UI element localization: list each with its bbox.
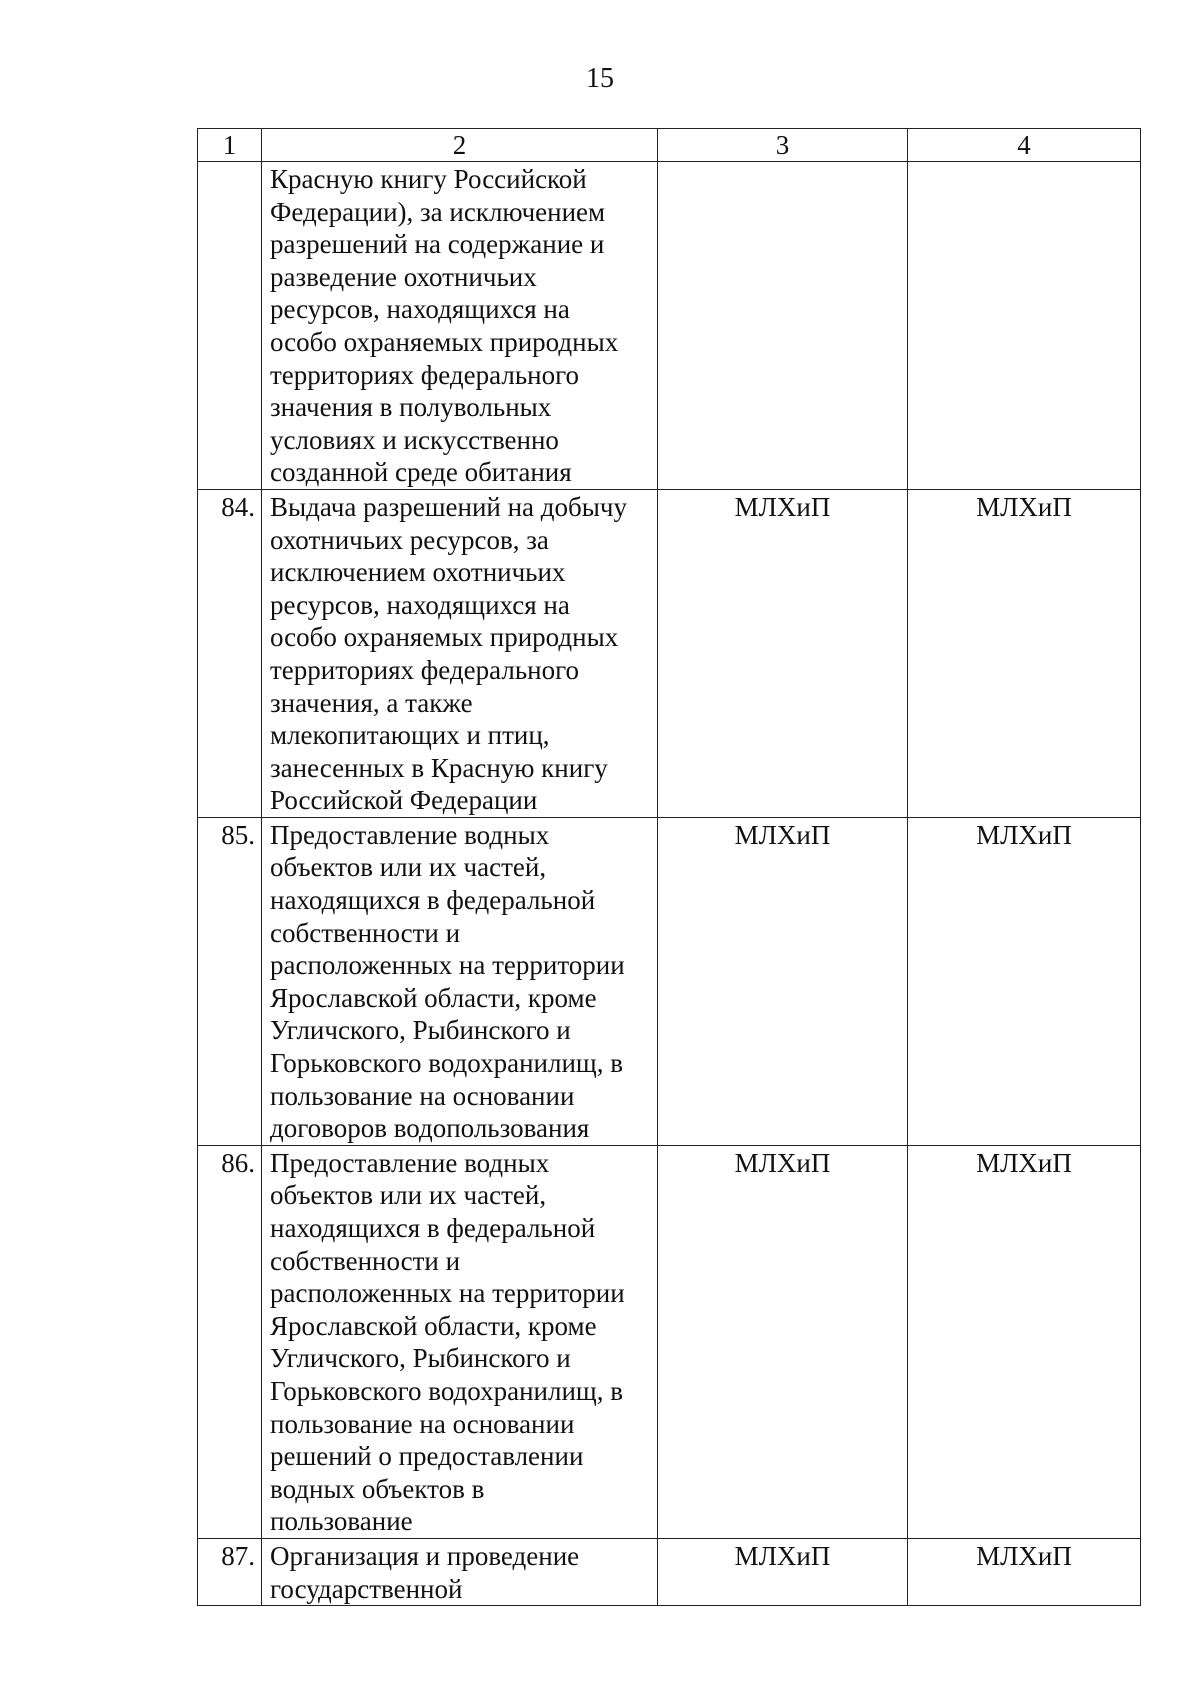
header-cell-4: 4 <box>908 129 1141 162</box>
description-line: водных объектов в <box>270 1473 485 1504</box>
row-description <box>262 1538 658 1605</box>
row-column-4: МЛХиП <box>908 489 1141 817</box>
description-line: Выдача разрешений на добычу <box>270 491 627 522</box>
description-line: значения, а также <box>270 687 473 718</box>
description-line: условиях и искусственно <box>270 424 559 455</box>
table-row <box>198 489 1141 817</box>
description-line: Организация и проведение <box>270 1540 580 1571</box>
description-line: территориях федерального <box>270 359 579 390</box>
row-number: 84. <box>198 489 262 817</box>
header-cell-2: 2 <box>262 129 658 162</box>
description-line: находящихся в федеральной <box>270 1213 596 1243</box>
table-row <box>198 817 1141 1145</box>
header-cell-1: 1 <box>198 129 262 162</box>
description-line: исключением охотничьих <box>270 557 566 588</box>
description-line: особо охраняемых природных <box>270 326 619 357</box>
description-line: Ярославской области, кроме <box>270 982 597 1013</box>
functions-table <box>197 128 1141 1606</box>
table-header-row <box>198 129 1141 162</box>
description-line: расположенных на территории <box>270 950 625 981</box>
description-line: млекопитающих и птиц, <box>270 720 550 751</box>
row-description <box>262 817 658 1145</box>
description-line: разрешений на содержание и <box>270 229 605 260</box>
row-description <box>262 489 658 817</box>
description-line: государственной <box>270 1573 463 1604</box>
description-line: Российской Федерации <box>270 785 538 816</box>
row-column-4 <box>908 162 1141 490</box>
row-number: 85. <box>198 817 262 1145</box>
description-line: ресурсов, находящихся на <box>270 294 570 325</box>
row-number: 87. <box>198 1538 262 1605</box>
row-column-4: МЛХиП <box>908 817 1141 1145</box>
description-line: разведение охотничьих <box>270 261 537 292</box>
description-line: решений о предоставлении <box>270 1441 584 1472</box>
description-line: пользование на основании <box>270 1080 575 1111</box>
description-line: Предоставление водных <box>270 819 550 850</box>
description-line: собственности и <box>270 917 461 948</box>
description-line: созданной среде обитания <box>270 457 572 488</box>
description-line: занесенных в Красную книгу <box>270 752 608 783</box>
description-line: Угличского, Рыбинского и <box>270 1343 571 1374</box>
description-line: территориях федерального <box>270 654 579 685</box>
page-number: 15 <box>586 63 614 94</box>
description-line: пользование <box>270 1506 413 1537</box>
row-column-4: МЛХиП <box>908 1145 1141 1538</box>
row-description <box>262 162 658 490</box>
description-line: значения в полувольных <box>270 392 552 423</box>
description-line: ресурсов, находящихся на <box>270 589 570 620</box>
row-description <box>262 1145 658 1538</box>
row-column-3 <box>658 162 908 490</box>
row-column-3: МЛХиП <box>658 489 908 817</box>
row-column-4: МЛХиП <box>908 1538 1141 1605</box>
description-line: пользование на основании <box>270 1408 575 1439</box>
description-line: Горьковского водохранилищ, в <box>270 1375 623 1406</box>
description-line: объектов или их частей, <box>270 1180 547 1211</box>
row-number <box>198 162 262 490</box>
row-column-3: МЛХиП <box>658 1538 908 1605</box>
header-cell-3: 3 <box>658 129 908 162</box>
table-row <box>198 1145 1141 1538</box>
description-line: особо охраняемых природных <box>270 622 619 653</box>
description-line: находящихся в федеральной <box>270 885 596 916</box>
table-row <box>198 162 1141 490</box>
description-line: Ярославской области, кроме <box>270 1310 597 1341</box>
description-line: Горьковского водохранилищ, в <box>270 1048 623 1079</box>
description-line: Федерации), за исключением <box>270 196 606 227</box>
description-line: охотничьих ресурсов, за <box>270 524 549 555</box>
table-row <box>198 1538 1141 1605</box>
description-line: собственности и <box>270 1245 461 1276</box>
description-line: расположенных на территории <box>270 1278 625 1309</box>
description-line: объектов или их частей, <box>270 852 547 883</box>
table-body <box>198 129 1141 1606</box>
description-line: Угличского, Рыбинского и <box>270 1015 571 1046</box>
description-line: договоров водопользования <box>270 1113 590 1144</box>
description-line: Красную книгу Российской <box>270 164 587 194</box>
row-column-3: МЛХиП <box>658 817 908 1145</box>
row-column-3: МЛХиП <box>658 1145 908 1538</box>
row-number: 86. <box>198 1145 262 1538</box>
description-line: Предоставление водных <box>270 1147 550 1178</box>
